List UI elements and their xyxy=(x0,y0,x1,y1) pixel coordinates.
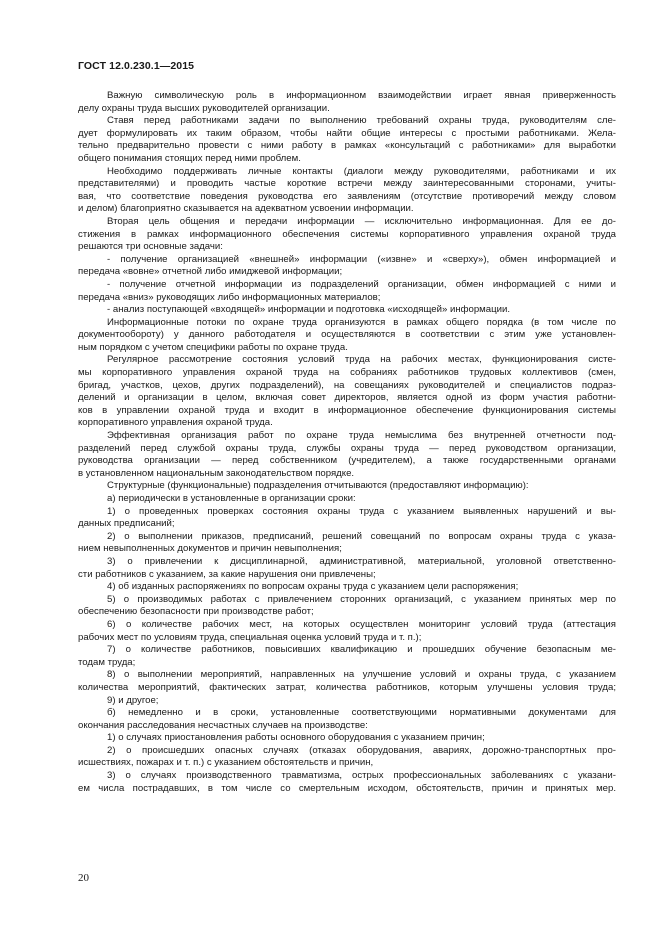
text-line: руководства организации — перед собственником (учредителем), а также государственными органами xyxy=(78,455,616,467)
text-line: Структурные (функциональные) подразделения отчитываются (предоставляют информацию): xyxy=(107,480,529,492)
text-line: дует формулировать их таким образом, чтобы найти общие интересы с простыми работниками. Жела- xyxy=(78,127,616,139)
text-line: Важную символическую роль в информационном взаимодействии играет явная приверженность xyxy=(107,90,616,101)
text-line: 1) о случаях приостановления работы основного оборудования с указанием причин; xyxy=(107,732,485,744)
text-line: 3) о случаях производственного травматизма, острых профессиональных заболеваниях с указани- xyxy=(107,770,616,782)
text-line: представителями) и проводить частые короткие встречи между заинтересованными сторонами, учиты- xyxy=(78,178,616,190)
text-line: делений и организации в целом, включая совет директоров, является одной из форм участия работни- xyxy=(78,392,616,404)
text-line: данных предписаний; xyxy=(78,518,175,530)
page-number: 20 xyxy=(78,872,89,884)
text-line: 7) о количестве работников, повысивших квалификацию и прошедших обучение безопасным ме- xyxy=(107,644,616,656)
text-line: в установленном национальным законодательством порядке. xyxy=(78,467,355,479)
text-line: 2) о выполнении приказов, предписаний, решений совещаний по вопросам охраны труда с указа- xyxy=(107,530,616,542)
text-line: б) немедленно и в сроки, установленные соответствующими нормативными документами для xyxy=(107,707,616,719)
text-line: 4) об изданных распоряжениях по вопросам охраны труда с указанием цели распоряжения; xyxy=(107,581,519,593)
text-line: документообороту) у данного работодателя и осуществляются в соответствии с этим уже установлен- xyxy=(78,329,616,341)
text-line: передача «вниз» руководящих либо информационных материалов; xyxy=(78,291,381,303)
document-body xyxy=(78,90,616,795)
text-line: ным порядком с учетом специфики работы по охране труда. xyxy=(78,341,348,353)
text-line: Вторая цель общения и передачи информации — исключительно информационная. Для ее до- xyxy=(107,215,616,227)
text-line: стижения в рамках информационного обеспечения системы корпоративного управления охраной труда xyxy=(78,228,616,240)
text-line: 2) о происшедших опасных случаях (отказах оборудования, авариях, дорожно-транспортных про- xyxy=(107,744,616,756)
text-line: общего понимания стоящих перед ними проблем. xyxy=(78,152,301,164)
text-line: и делом) благоприятно сказывается на адекватном усвоении информации. xyxy=(78,203,414,215)
text-line: 5) о производимых работах с привлечением сторонних организаций, с указанием принятых мер по xyxy=(107,593,616,605)
text-line: тодам труда; xyxy=(78,656,136,668)
text-line: делу охраны труда высших руководителей организации. xyxy=(78,102,330,114)
text-line: корпоративного управления охраной труда. xyxy=(78,417,273,429)
text-line: тельно предварительно провести с ними работу в рамках «консультаций с работниками» для выработки xyxy=(78,140,616,152)
text-line: 8) о выполнении мероприятий, направленных на улучшение условий и охраны труда, с указанием xyxy=(107,669,616,681)
text-line: 3) о привлечении к дисциплинарной, административной, материальной, уголовной ответственно- xyxy=(107,555,616,567)
text-line: а) периодически в установленные в организации сроки: xyxy=(107,493,356,504)
text-line: 1) о проведенных проверках состояния охраны труда с указанием выявленных нарушений и вы- xyxy=(107,505,616,517)
text-line: Информационные потоки по охране труда организуются в рамках общего порядка (в том числе по xyxy=(107,316,616,328)
text-line: ем числа пострадавших, в том числе со смертельным исходом, обстоятельств, причин и принятых мер. xyxy=(78,782,616,794)
text-line: рабочих мест по условиям труда, специальная оценка условий труда и т. п.); xyxy=(78,631,422,643)
text-line: количества мероприятий, фактических затрат, количества работников, которым улучшены условия труда; xyxy=(78,681,616,693)
text-line: бригад, участков, цехов, других подразделений), на совещаниях руководителей и специалистов подраз- xyxy=(78,379,616,391)
text-line: - анализ поступающей «входящей» информации и подготовка «исходящей» информации. xyxy=(107,304,510,316)
text-line: Ставя перед работниками задачи по выполнению требований охраны труда, руководителям сле- xyxy=(107,115,616,127)
text-line: разделений перед службой охраны труда, службы охраны труда — перед руководством организации, xyxy=(78,442,616,454)
text-line: ков в управлении охраной труда и входит в информационное обеспечение функционирования системы xyxy=(78,404,616,416)
text-line: - получение организацией «внешней» информации («извне» и «сверху»), обмен информацией и xyxy=(107,253,616,265)
text-line: Регулярное рассмотрение состояния условий труда на рабочих местах, функционирования систе- xyxy=(107,354,616,366)
text-line: - получение отчетной информации из подразделений организации, обмен информацией с ними и xyxy=(107,278,616,290)
text-line: 9) и другое; xyxy=(107,694,159,706)
text-line: Необходимо поддерживать личные контакты (диалоги между руководителями, работниками и их xyxy=(107,165,616,177)
text-line: мы корпоративного управления охраной труда на собраниях работников трудовых коллективов (смен, xyxy=(78,367,616,379)
text-line: решаются три основные задачи: xyxy=(78,241,223,253)
text-line: обеспечению безопасности при производстве работ; xyxy=(78,606,314,618)
text-line: передача «вовне» отчетной либо имиджевой информации; xyxy=(78,266,343,278)
text-line: нием невыполненных документов и причин невыполнения; xyxy=(78,543,342,555)
text-line: окончания расследования несчастных случаев на производстве: xyxy=(78,719,368,731)
text-line: сти работников с указанием, за какие нарушения они привлечены; xyxy=(78,568,376,580)
text-line: вая, что соответствие поведения руководства его заявлениям (отсутствие противоречий между словом xyxy=(78,190,616,202)
document-header: ГОСТ 12.0.230.1—2015 xyxy=(78,60,195,72)
text-line: Эффективная организация работ по охране труда немыслима без внутренней отчетности под- xyxy=(107,430,616,442)
text-line: 6) о количестве рабочих мест, на которых осуществлен мониторинг условий труда (аттестация xyxy=(107,618,616,630)
text-line: исшествиях, пожарах и т. п.) с указанием обстоятельств и причин, xyxy=(78,757,374,769)
